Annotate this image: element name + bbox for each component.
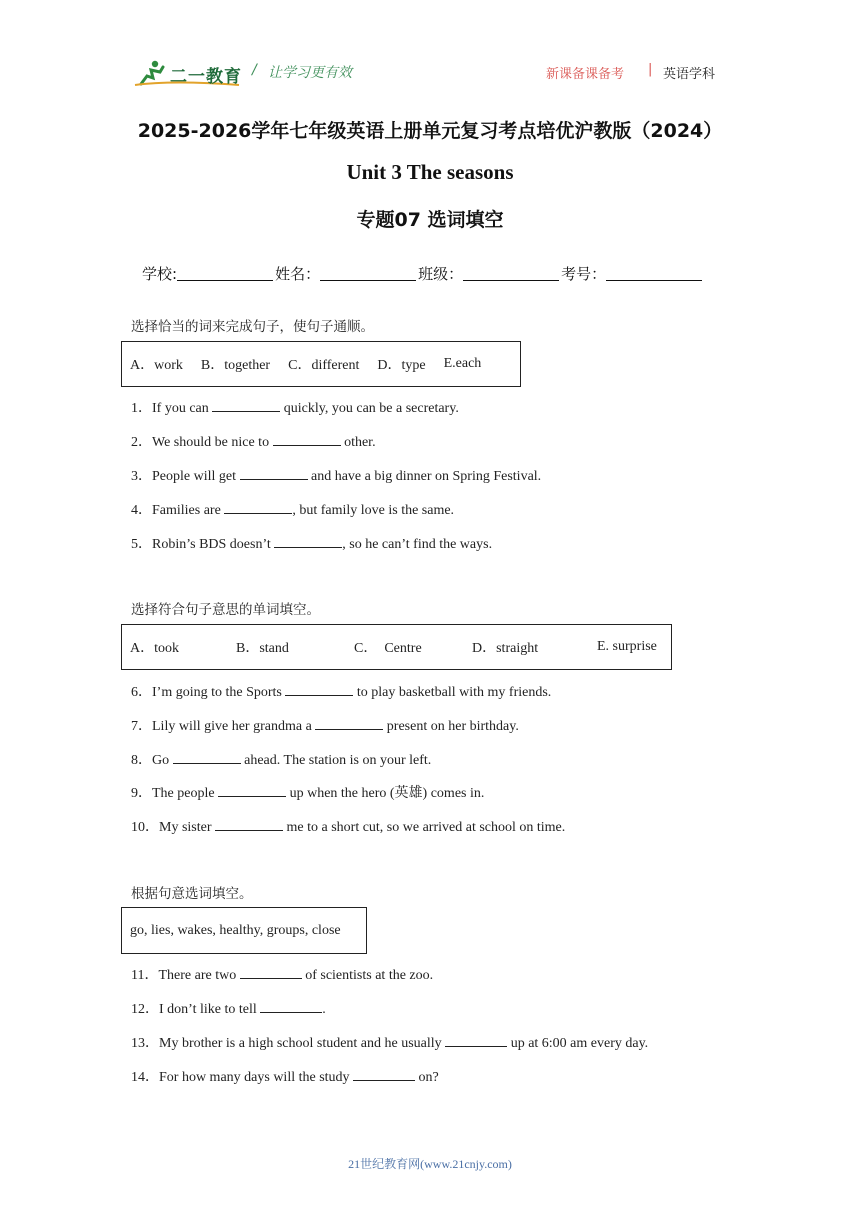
topic-title: 专题07 选词填空: [356, 209, 504, 231]
answer-blank[interactable]: [273, 433, 341, 446]
question: 7．Lily will give her grandma a present on her birthday.: [131, 719, 519, 734]
question: 12．I don’t like to tell .: [131, 1002, 326, 1017]
section-1-word-box: [121, 341, 521, 387]
question: 6．I’m going to the Sports to play basketball with my friends.: [131, 685, 552, 700]
section-2-instruction: 选择符合句子意思的单词填空。: [131, 602, 320, 618]
answer-blank[interactable]: [285, 683, 353, 696]
answer-blank[interactable]: [240, 467, 308, 480]
field-label-name: 姓名：: [275, 265, 321, 283]
field-label-school: 学校:: [142, 265, 178, 283]
question: 4．Families are , but family love is the same.: [131, 503, 455, 518]
option: B．together: [200, 358, 271, 373]
answer-blank[interactable]: [218, 784, 286, 797]
answer-blank[interactable]: [240, 966, 302, 979]
answer-blank[interactable]: [353, 1068, 415, 1081]
question: 10．My sister me to a short cut, so we arrived at school on time.: [131, 820, 566, 835]
unit-title: Unit 3 The seasons: [346, 160, 514, 184]
option: A．work: [130, 358, 183, 373]
question: 11．There are two of scientists at the zoo.: [131, 968, 434, 983]
option: D．type: [377, 358, 426, 373]
header-separator: |: [648, 62, 653, 77]
header-subject: 英语学科: [663, 67, 716, 82]
footer-source: 21世纪教育网(www.21cnjy.com): [348, 1157, 512, 1171]
answer-blank[interactable]: [274, 535, 342, 548]
section-3-instruction: 根据句意选词填空。: [131, 886, 253, 902]
answer-blank[interactable]: [212, 399, 280, 412]
section-2-word-box: [121, 624, 672, 670]
question: 9．The people up when the hero (英雄) comes in.: [131, 786, 485, 801]
option: E.each: [443, 356, 482, 371]
question: 14．For how many days will the study on?: [131, 1070, 439, 1085]
option: A．took: [130, 641, 179, 656]
header-right-label: 新课备课备考: [546, 67, 625, 82]
slogan-slash: /: [252, 62, 257, 78]
question: 13．My brother is a high school student and he usually up at 6:00 am every day.: [131, 1036, 649, 1051]
answer-blank[interactable]: [224, 501, 292, 514]
question: 5．Robin’s BDS doesn’t , so he can’t find the ways.: [131, 537, 493, 552]
section-1-instruction: 选择恰当的词来完成句子，使句子通顺。: [131, 319, 374, 335]
option: go, lies, wakes, healthy, groups, close: [130, 922, 341, 938]
option: B．stand: [236, 641, 289, 656]
answer-blank[interactable]: [173, 751, 241, 764]
question: 8．Go ahead. The station is on your left.: [131, 753, 432, 768]
class-blank[interactable]: [463, 263, 559, 281]
option: C．different: [288, 358, 360, 373]
answer-blank[interactable]: [445, 1034, 507, 1047]
section-3-word-box: [121, 907, 367, 954]
option: E. surprise: [597, 639, 657, 654]
field-label-class: 班级：: [418, 265, 464, 283]
answer-blank[interactable]: [260, 1000, 322, 1013]
exam-number-blank[interactable]: [606, 263, 702, 281]
name-blank[interactable]: [320, 263, 416, 281]
answer-blank[interactable]: [315, 717, 383, 730]
question: 1．If you can quickly, you can be a secretary.: [131, 401, 459, 416]
question: 3．People will get and have a big dinner on Spring Festival.: [131, 469, 542, 484]
slogan: 让学习更有效: [268, 65, 352, 81]
logo-text: 二一教育: [170, 67, 242, 87]
student-info-fields: [142, 263, 704, 284]
answer-blank[interactable]: [215, 818, 283, 831]
question: 2．We should be nice to other.: [131, 435, 376, 450]
option: C． Centre: [354, 641, 422, 656]
page-title: 2025-2026学年七年级英语上册单元复习考点培优沪教版（2024）: [137, 120, 723, 142]
option: D．straight: [472, 641, 539, 656]
field-label-exam-number: 考号：: [561, 265, 607, 283]
school-blank[interactable]: [177, 263, 273, 281]
